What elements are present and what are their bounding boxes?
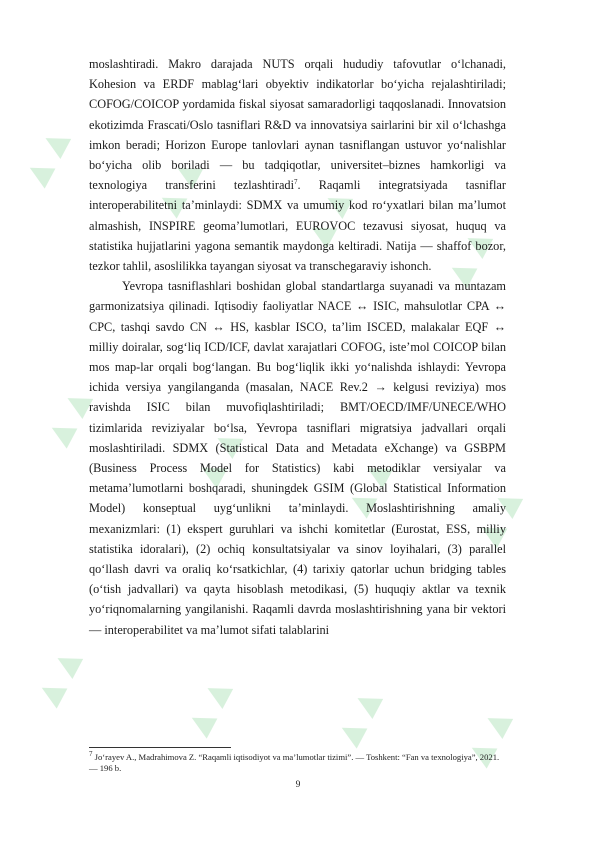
footnote [89, 752, 506, 774]
watermark-glyph: ▲ ▲ [439, 224, 498, 291]
watermark-glyph: ▲ ▲ [189, 424, 248, 491]
watermark-glyph: ▲ ▲ [469, 484, 528, 551]
footnote-divider [89, 747, 231, 748]
body-text [89, 54, 506, 640]
watermark-glyph: ▲ ▲ [39, 384, 98, 451]
paragraph-text: . Raqamli integratsiyada tasniflar interoperabilitetni ta’minlaydi: SDMX va umumiy kod ro‘yxatlari bilan ma’lumot almashish, INSPIRE geoma’lumotlari, EUROVOC tezavusi siyosat, huquq va statistika hujjatlarini yagona semantik maydonga keltiradi. Natija — shaffof bozor, tezkor tahlil, asoslilikka tayangan siyosat va transchegaraviy ishonch. [89, 178, 506, 274]
watermark-glyph: ▲ ▲ [329, 684, 388, 751]
footnote-reference[interactable]: 7 [294, 178, 298, 187]
paragraph: Yevropa tasniflashlari boshidan global standartlarga suyanadi va muntazam garmonizatsiya qilinadi. Iqtisodiy faoliyatlar NACE ↔ ISIC, mahsulotlar CPA ↔ CPC, tashqi savdo CN ↔ HS, kasblar ISCO, ta’lim ISCED, malakalar EQF ↔ milliy doiralar, sog‘liq ICD/ICF, davlat xarajatlari COFOG, iste’mol COICOP bilan mos map-lar orqali bog‘langan. Bu bog‘liqlik ikki yo‘nalishda ishlaydi: Yevropa ichida versiya yangilanganda (masalan, NACE Rev.2 → kelgusi reviziya) mos ravishda ISIC bilan muvofiqlashtiriladi; BMT/OECD/IMF/UNECE/WHO tizimlarida reviziyalar bo‘lsa, Yevropa tasniflari migratsiya jadvallari orqali moslashtiriladi. SDMX (Statistical Data and Metadata eXchange) va GSBPM (Business Process Model for Statistics) kabi metodiklar versiyalar va metama’lumotlarni boshqaradi, shuningdek GSIM (Global Statistical Information Model) konseptual uyg‘unlikni ta’minlaydi. Moslashtirishning amaliy mexanizmlari: (1) ekspert guruhlari va ishchi komitetlar (Eurostat, ESS, milliy statistika idoralari), (2) ochiq konsultatsiyalar va sinov loyihalari, (3) parallel qo‘llash davri va oraliq ko‘rsatkichlar, (4) tarixiy qatorlar uchun bridging tables (o‘tish jadvallari) va qayta hisoblash metodikasi, (5) huquqiy aktlar va texnik yo‘riqnomalarning yangilanishi. Raqamli davrda moslashtirishning yana bir vektori — interoperabilitet va ma’lumot sifati talablarini [89, 279, 506, 637]
footnote-marker: 7 [89, 750, 93, 759]
watermark-glyph: ▲ ▲ [17, 124, 76, 191]
watermark-glyph: ▲ ▲ [339, 454, 398, 521]
footnote-text: Jo‘rayev A., Madrahimova Z. “Raqamli iqtisodiyot va ma’lumotlar tizimi”. — Toshkent: “Fan va texnologiya”, 2021. — 196 b. [89, 752, 500, 773]
paragraph-text: moslashtiradi. Makro darajada NUTS orqali hududiy tafovutlar o‘lchanadi, Kohesion va ERDF mablag‘lari obyektiv indikatorlar bo‘yicha rejalashtiriladi; COFOG/COICOP yordamida fiskal siyosat samaradorligi taqqoslanadi. Innovatsion ekotizimda Frascati/Oslo tasniflari R&D va innovatsiya sairlarini bir xil o‘lchashga imkon beradi; Horizon Europe tanlovlari aynan tasniflangan ustuvor yo‘nalishlar bo‘yicha olib boriladi — bu tadqiqotlar, universitet–biznes hamkorligi va texnologiya transferini tezlashtiradi [89, 57, 506, 193]
watermark-glyph: ▲ ▲ [29, 644, 88, 711]
watermark-glyph: ▲ ▲ [459, 704, 518, 771]
paragraph [89, 54, 506, 276]
page-number: 9 [295, 780, 301, 790]
watermark-glyph: ▲ ▲ [149, 154, 208, 221]
watermark-glyph: ▲ ▲ [179, 674, 238, 741]
watermark-glyph: ▲ ▲ [299, 184, 358, 251]
